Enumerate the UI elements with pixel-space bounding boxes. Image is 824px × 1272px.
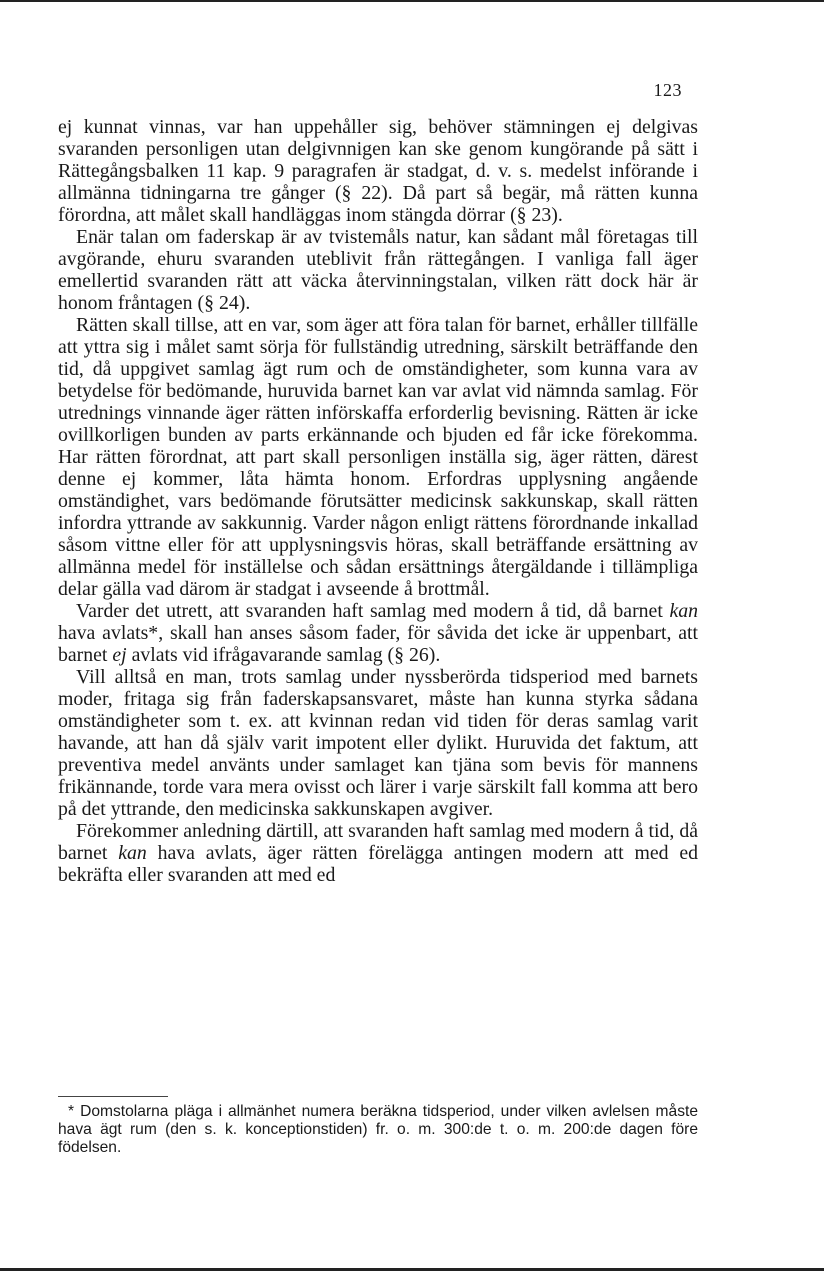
paragraph-5: Vill alltså en man, trots samlag under nyssberörda tidsperiod med barnets moder, fritaga sig från faderskapsansvaret, måste han kunna styrka sådana omständigheter som t. ex. att kvinnan redan vid tiden för deras samlag varit havande, att han då själv varit impotent eller dylikt. Huruvida det faktum, att preventiva medel använts under samlaget kan tjäna som bevis för mannens frikännande, torde vara mera ovisst och lärer i varje särskilt fall komma att bero på det yttrande, den medicinska sakkunskapen avgiver. <box>58 666 698 820</box>
body-text <box>58 116 698 886</box>
paragraph-2: Enär talan om faderskap är av tvistemåls natur, kan sådant mål företagas till avgörande, ehuru svaranden uteblivit från rättegången. I vanliga fall äger emellertid svaranden rätt att väcka återvinningstalan, vilken rätt dock här är honom fråntagen (§ 24). <box>58 226 698 314</box>
paragraph-3: Rätten skall tillse, att en var, som äger att föra talan för barnet, erhåller tillfälle att yttra sig i målet samt sörja för fullständig utredning, särskilt beträffande den tid, då uppgivet samlag ägt rum och de omständigheter, som kunna vara av betydelse för bedömande, huruvida barnet kan var avlat vid nämnda samlag. För utrednings vinnande äger rätten införskaffa erforderlig bevisning. Rätten är icke ovillkorligen bunden av parts erkännande och bjuden ed får icke förekomma. Har rätten förordnat, att part skall personligen inställa sig, äger rätten, därest denne ej kommer, låta hämta honom. Erfordras upplysning angående omständighet, vars bedömande förutsätter medicinsk sakkunskap, skall rätten infordra yttrande av sakkunnig. Varder någon enligt rättens förordnande inkallad såsom vittne eller för att upplysningsvis höras, skall beträffande ersättning av allmänna medel för inställelse och sådan ersättnings återgäldande i tillämpliga delar gälla vad därom är stadgat i avseende å brottmål. <box>58 314 698 600</box>
paragraph-4-text-2: hava avlats*, skall han anses såsom fader, för såvida det icke är uppenbart, att barnet <box>58 622 698 666</box>
paragraph-4-text-1: Varder det utrett, att svaranden haft samlag med modern å tid, då barnet <box>76 600 670 622</box>
paragraph-1: ej kunnat vinnas, var han uppehåller sig, behöver stämningen ej delgivas svaranden personligen utan delgivnnigen kan ske genom kungörande på sätt i Rättegångsbalken 11 kap. 9 paragrafen är stadgat, d. v. s. medelst införande i allmänna tidningarna tre gånger (§ 22). Då part så begär, må rätten kunna förordna, att målet skall handläggas inom stängda dörrar (§ 23). <box>58 116 698 226</box>
footnote-text: Domstolarna pläga i allmänhet numera beräkna tidsperiod, under vilken avlelsen måste hava ägt rum (den s. k. konceptionstiden) fr. o. m. 300:de t. o. m. 200:de dagen före födelsen. <box>58 1103 698 1156</box>
paragraph-4-emphasis-ej: ej <box>112 644 127 666</box>
paragraph-6 <box>58 820 698 886</box>
paragraph-6-text-1: Förekommer anledning därtill, att svaranden haft samlag med modern å tid, då barnet <box>58 820 698 864</box>
bottom-edge-rule <box>0 1268 824 1271</box>
paragraph-4-emphasis-kan: kan <box>669 600 698 622</box>
paragraph-4 <box>58 600 698 666</box>
top-edge-rule <box>0 0 824 2</box>
footnote-separator <box>58 1096 168 1097</box>
paragraph-4-text-3: avlats vid ifrågavarande samlag (§ 26). <box>126 644 441 666</box>
paragraph-6-text-2: hava avlats, äger rätten förelägga antingen modern att med ed bekräfta eller svaranden att med ed <box>58 842 699 886</box>
footnote-mark: * <box>68 1103 75 1120</box>
page-number: 123 <box>653 80 682 100</box>
paragraph-6-emphasis-kan: kan <box>118 842 147 864</box>
footnote <box>58 1103 698 1157</box>
